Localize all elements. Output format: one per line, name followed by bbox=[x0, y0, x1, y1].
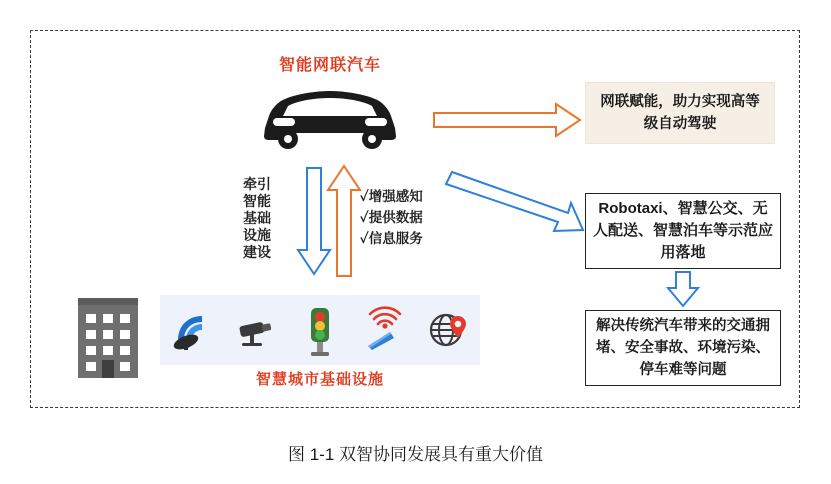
traffic-light-icon bbox=[297, 307, 343, 353]
building-icon bbox=[70, 290, 150, 380]
capability-item-1: ✓提供数据 bbox=[360, 210, 423, 225]
box-demo-applications: Robotaxi、智慧公交、无人配送、智慧泊车等示范应用落地 bbox=[585, 193, 781, 269]
infrastructure-icons bbox=[160, 295, 480, 365]
car-icon bbox=[255, 80, 405, 150]
satellite-dish-icon bbox=[169, 307, 215, 353]
surveillance-camera-icon bbox=[233, 307, 279, 353]
roadside-radar-icon bbox=[361, 307, 407, 353]
traction-label: 牵引智能基础设施建设 bbox=[243, 176, 271, 260]
capability-list bbox=[360, 186, 423, 249]
box-problems-solved: 解决传统汽车带来的交通拥堵、安全事故、环境污染、停车难等问题 bbox=[585, 310, 781, 386]
figure-caption: 图 1-1 双智协同发展具有重大价值 bbox=[287, 445, 544, 464]
vehicle-title: 智能网联汽车 bbox=[278, 57, 381, 74]
capability-item-0: ✓增强感知 bbox=[360, 189, 423, 204]
infrastructure-title: 智慧城市基础设施 bbox=[255, 371, 384, 388]
box-network-empowerment: 网联赋能，助力实现高等级自动驾驶 bbox=[585, 82, 775, 144]
globe-location-icon bbox=[425, 307, 471, 353]
capability-item-2: ✓信息服务 bbox=[360, 231, 423, 246]
